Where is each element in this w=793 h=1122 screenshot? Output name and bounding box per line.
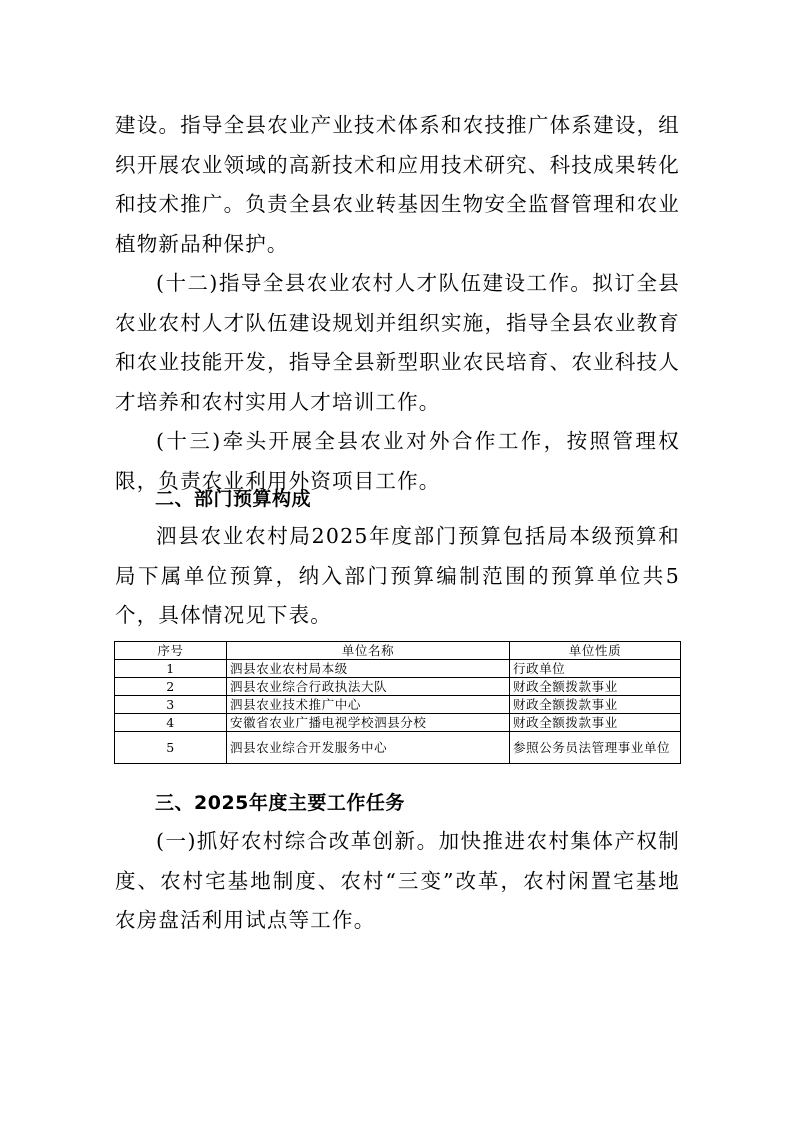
- header-unit-name: 单位名称: [227, 642, 510, 660]
- paragraph-item-13: (十三)牵头开展全县农业对外合作工作，按照管理权限，负责农业利用外资项目工作。: [115, 429, 680, 493]
- table-row: [115, 678, 681, 696]
- paragraph-budget-intro: 泗县农业农村局2025年度部门预算包括局本级预算和局下属单位预算，纳入部门预算编制范围的预算单位共5个，具体情况见下表。: [115, 524, 680, 627]
- paragraph-task-1: (一)抓好农村综合改革创新。加快推进农村集体产权制度、农村宅基地制度、农村“三变”改革，农村闲置宅基地农房盘活利用试点等工作。: [115, 829, 680, 932]
- table-row: [115, 660, 681, 678]
- paragraph-tech-system: 建设。指导全县农业产业技术体系和农技推广体系建设，组织开展农业领域的高新技术和应用技术研究、科技成果转化和技术推广。负责全县农业转基因生物安全监督管理和农业植物新品种保护。: [115, 113, 680, 256]
- cell-serial-no: 3: [115, 696, 227, 714]
- cell-unit-type: 财政全额拨款事业: [510, 714, 681, 732]
- cell-unit-type: 财政全额拨款事业: [510, 696, 681, 714]
- heading-budget-composition: 二、部门预算构成: [155, 488, 312, 510]
- heading-main-tasks: 三、2025年度主要工作任务: [155, 792, 405, 814]
- cell-unit-name: 安徽省农业广播电视学校泗县分校: [227, 714, 510, 732]
- cell-unit-type: 行政单位: [510, 660, 681, 678]
- header-unit-type: 单位性质: [510, 642, 681, 660]
- cell-serial-no: 1: [115, 660, 227, 678]
- cell-serial-no: 2: [115, 678, 227, 696]
- cell-unit-name: 泗县农业综合开发服务中心: [227, 732, 510, 764]
- cell-unit-name: 泗县农业综合行政执法大队: [227, 678, 510, 696]
- table-row: [115, 696, 681, 714]
- table-row: [115, 732, 681, 764]
- budget-units-table: [114, 641, 681, 764]
- cell-unit-type: 财政全额拨款事业: [510, 678, 681, 696]
- cell-unit-name: 泗县农业农村局本级: [227, 660, 510, 678]
- paragraph-item-12: (十二)指导全县农业农村人才队伍建设工作。拟订全县农业农村人才队伍建设规划并组织实施，指导全县农业教育和农业技能开发，指导全县新型职业农民培育、农业科技人才培养和农村实用人才培训工作。: [115, 271, 680, 414]
- table-header-row: [115, 642, 681, 660]
- cell-unit-type: 参照公务员法管理事业单位: [510, 732, 681, 764]
- cell-serial-no: 4: [115, 714, 227, 732]
- cell-unit-name: 泗县农业技术推广中心: [227, 696, 510, 714]
- cell-serial-no: 5: [115, 732, 227, 764]
- header-serial-no: 序号: [115, 642, 227, 660]
- table-row: [115, 714, 681, 732]
